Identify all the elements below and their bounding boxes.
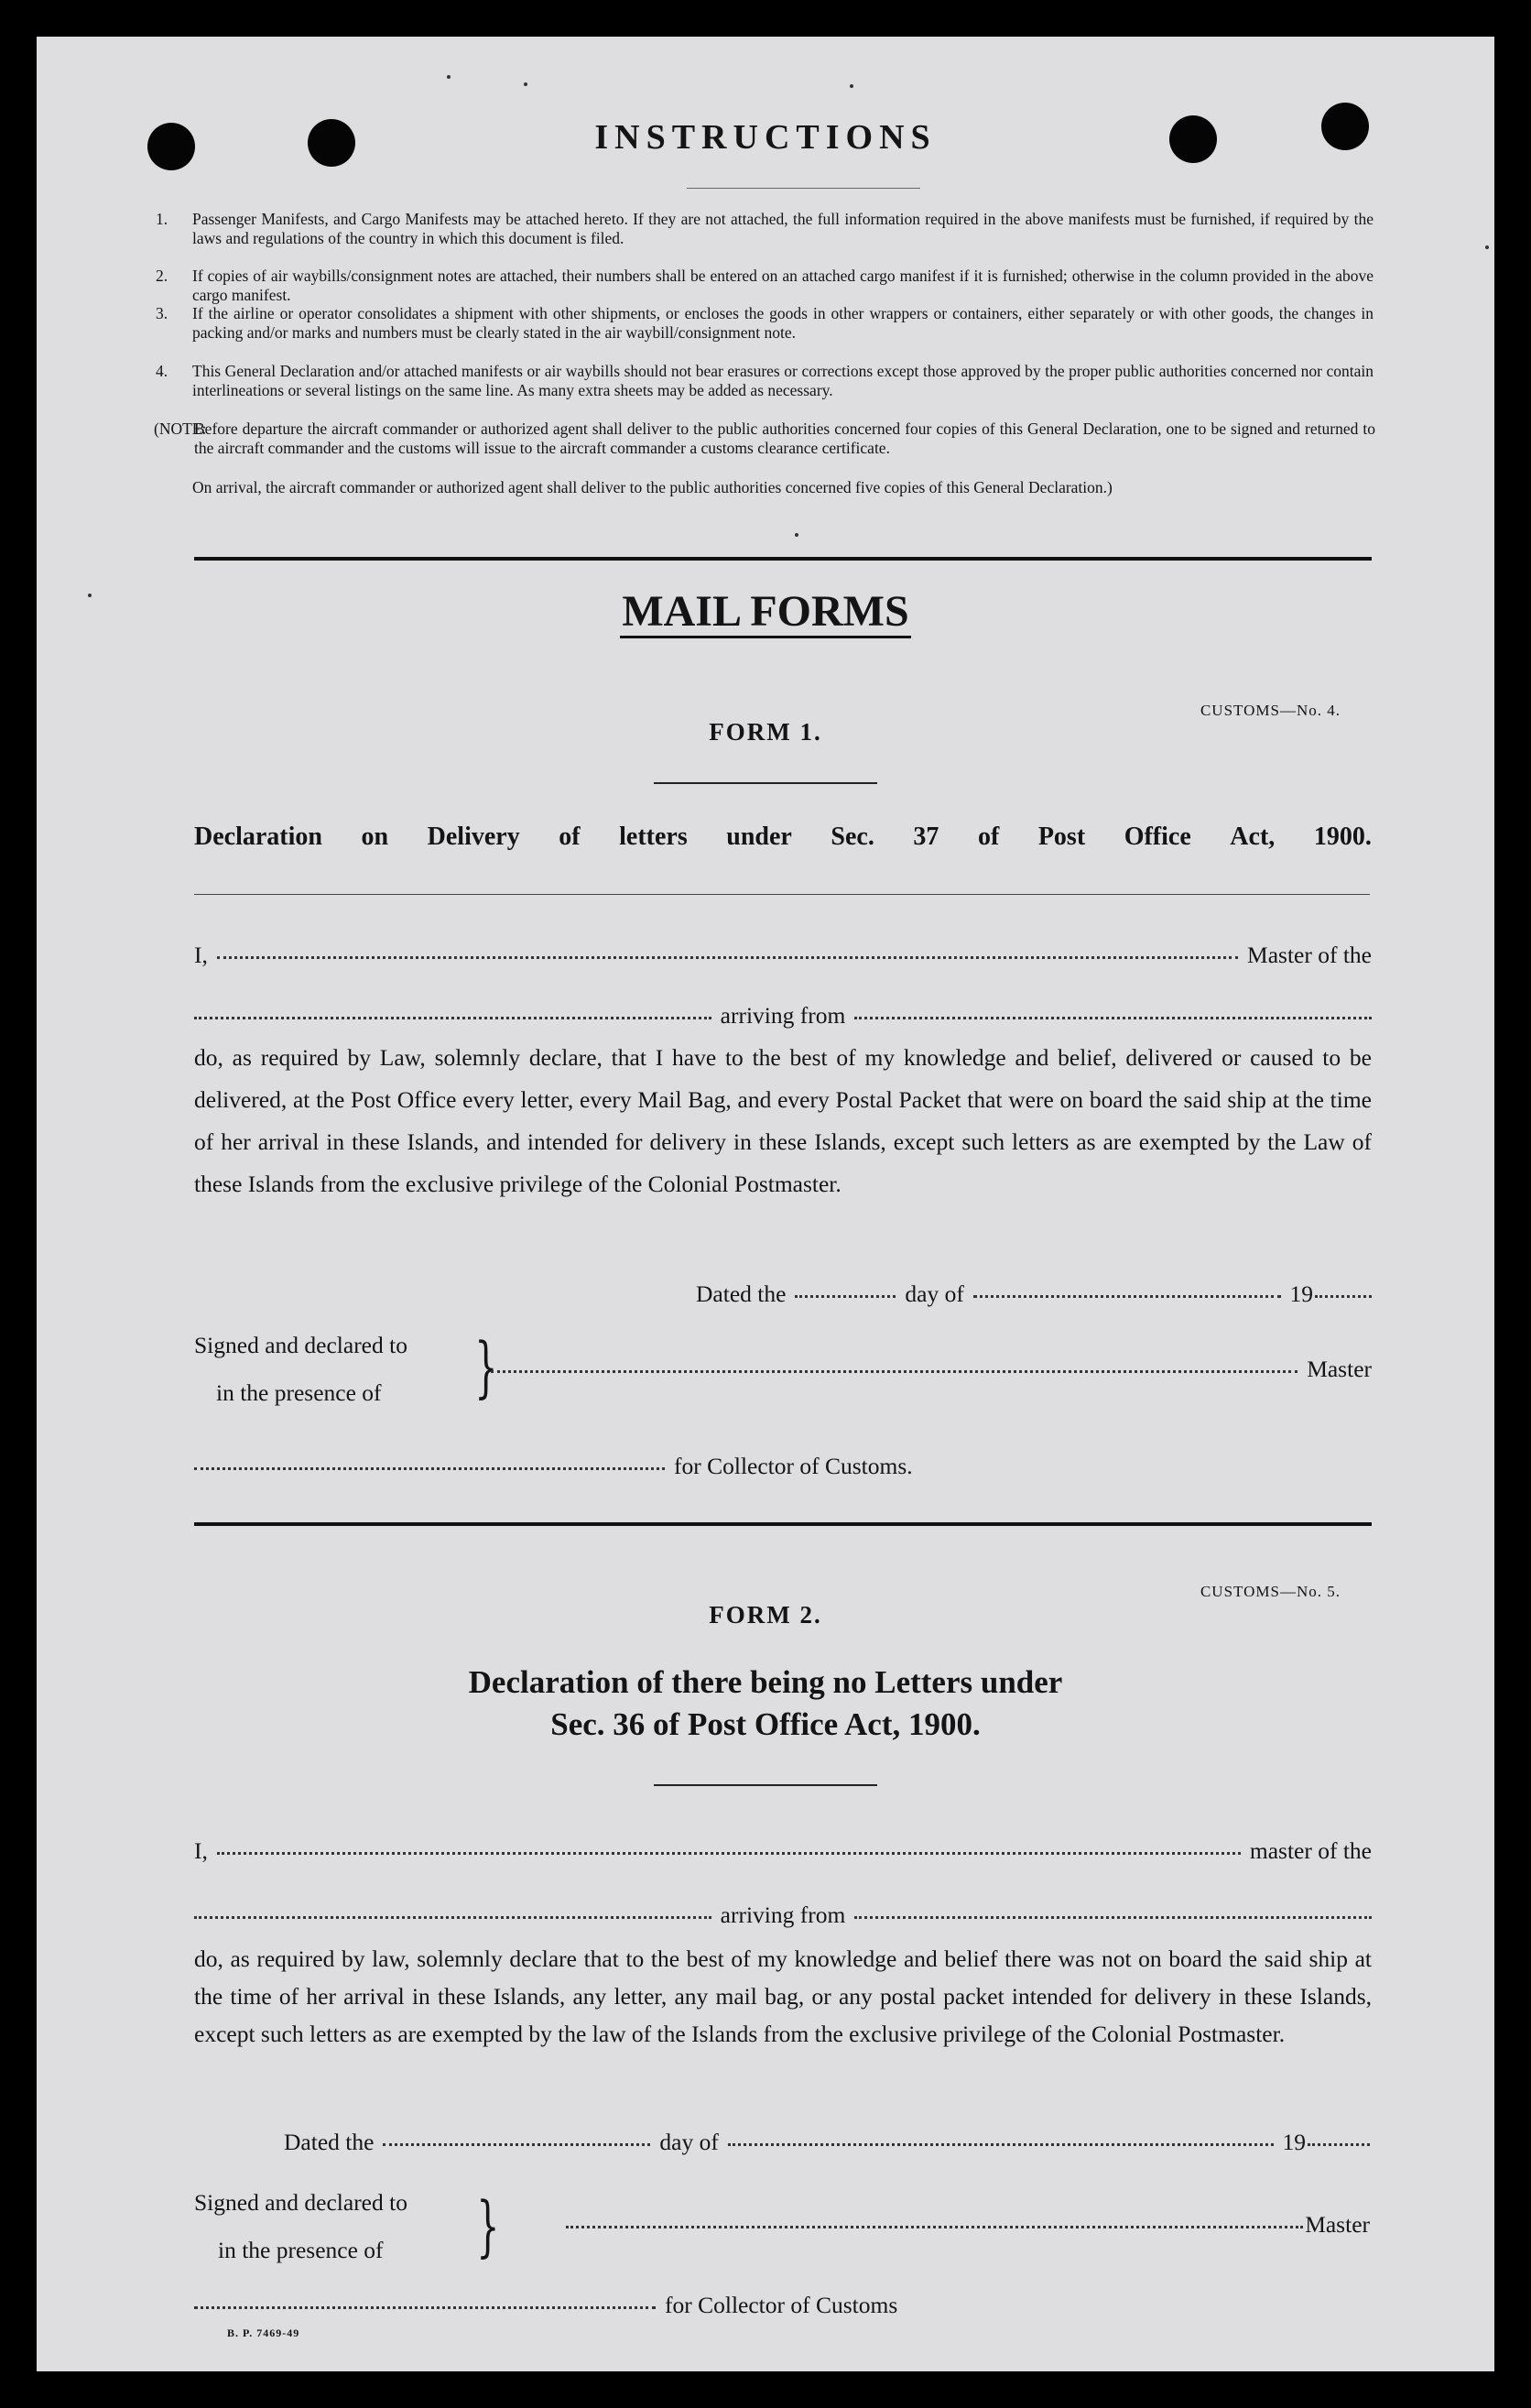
form2-name-field[interactable] (217, 1852, 1241, 1855)
form2-declaration-line2: Sec. 36 of Post Office Act, 1900. (550, 1706, 981, 1742)
speck (1485, 245, 1489, 249)
form2-body-text: do, as required by law, solemnly declare that to the best of my knowledge and belief there was not on board the said ship at the time of her arrival in these Islands, any letter, any mail bag, or any postal packet intended for delivery in these Islands, except such letters as are exempted by the law of the Islands from the exclusive privilege of the Colonial Postmaster. (194, 1945, 1372, 2047)
decl-word: 37 (913, 823, 939, 851)
speck (447, 75, 451, 79)
form2-origin-field[interactable] (854, 1916, 1372, 1919)
decl-word: of (977, 823, 1000, 851)
form1-title-rule (194, 894, 1370, 895)
form1-signed-line1: Signed and declared to (194, 1332, 407, 1358)
form2-collector-label: for Collector of Customs (665, 2292, 898, 2318)
decl-word: under (726, 823, 792, 851)
decl-word: 1900. (1313, 823, 1372, 851)
form-divider (194, 1522, 1372, 1526)
form2-master-label: Master (1305, 2211, 1370, 2238)
form2-year-field[interactable] (1308, 2143, 1370, 2146)
instruction-number: 2. (156, 267, 168, 285)
section-divider (194, 557, 1372, 561)
form2-collector-field[interactable] (194, 2306, 656, 2309)
decl-word: Delivery (427, 823, 520, 851)
speck (795, 533, 798, 537)
form1-master-signature-line (491, 1356, 1372, 1383)
form1-master-of-label: Master of the (1247, 942, 1372, 968)
form1-declaration-title (194, 823, 1372, 852)
form1-customs-number: CUSTOMS—No. 4. (1200, 702, 1341, 719)
instruction-item-3 (156, 304, 1374, 342)
form1-arriving-line (194, 1002, 1372, 1030)
form2-label: FORM 2. (709, 1601, 822, 1629)
form2-day-of-label: day of (659, 2129, 719, 2155)
decl-word: Post (1037, 823, 1086, 851)
decl-word: Act, (1230, 823, 1276, 851)
decl-word: Sec. (831, 823, 874, 851)
form1-month-field[interactable] (973, 1295, 1281, 1298)
form1-origin-field[interactable] (854, 1017, 1372, 1019)
form2-dated-label: Dated the (284, 2129, 375, 2155)
form2-signed-line2: in the presence of (218, 2237, 384, 2263)
form1-label: FORM 1. (709, 718, 822, 746)
instruction-note-arrival (192, 478, 1374, 497)
instruction-item-4 (156, 362, 1374, 399)
form2-brace: } (476, 2187, 500, 2264)
form2-master-of-label: master of the (1249, 1837, 1372, 1864)
decl-word: on (361, 823, 389, 851)
instruction-number: 1. (156, 210, 168, 228)
form2-customs-number: CUSTOMS—No. 5. (1200, 1583, 1341, 1600)
instruction-number: 4. (156, 362, 168, 380)
decl-word: of (559, 823, 581, 851)
form2-signed-line1: Signed and declared to (194, 2189, 407, 2216)
form1-collector-field[interactable] (194, 1467, 665, 1470)
instruction-item-1 (156, 210, 1374, 247)
instructions-title-rule (687, 188, 920, 189)
form1-day-of-label: day of (905, 1280, 964, 1307)
form1-i-label: I, (194, 942, 208, 968)
form1-year-field[interactable] (1315, 1295, 1372, 1298)
form2-declaration-title (37, 1662, 1494, 1746)
form1-day-field[interactable] (795, 1295, 896, 1298)
form2-declaration-line1: Declaration of there being no Letters under (468, 1664, 1063, 1700)
form1-collector-label: for Collector of Customs. (674, 1453, 913, 1479)
form2-day-field[interactable] (383, 2143, 650, 2146)
form1-label-rule (654, 782, 877, 784)
decl-word: Office (1124, 823, 1191, 851)
speck (850, 84, 853, 88)
form1-signature-field[interactable] (491, 1370, 1298, 1373)
instruction-text: If copies of air waybills/consignment notes are attached, their numbers shall be entered on an attached cargo manifest if it is furnished; otherwise in the column provided in the above cargo manifest. (192, 267, 1374, 304)
instruction-text: Passenger Manifests, and Cargo Manifests may be attached hereto. If they are not attached, the full information required in the above manifests must be furnished, if required by the laws and regulations of the country in which this document is filed. (192, 210, 1374, 247)
decl-word: letters (619, 823, 688, 851)
instruction-number: 3. (156, 304, 168, 322)
form2-master-signature-line (566, 2211, 1370, 2239)
document-page (37, 37, 1494, 2371)
mail-forms-title (37, 586, 1494, 637)
form1-body-text: do, as required by Law, solemnly declare, that I have to the best of my knowledge and belief, delivered or caused to be delivered, at the Post Office every letter, every Mail Bag, and every Postal Packet that were on board the said ship at the time of her arrival in these Islands, and intended for delivery in these Islands, except such letters as are exempted by the Law of these Islands from the exclusive privilege of the Colonial Postmaster. (194, 1044, 1372, 1197)
instruction-item-2 (156, 267, 1374, 304)
form1-ship-field[interactable] (194, 1017, 711, 1019)
form1-signed-line2: in the presence of (216, 1379, 382, 1406)
form2-arriving-from-label: arriving from (720, 1901, 846, 1928)
form2-ship-field[interactable] (194, 1916, 711, 1919)
form1-dated-line (696, 1280, 1372, 1308)
form1-master-line (194, 942, 1372, 969)
form1-name-field[interactable] (217, 956, 1238, 959)
form1-brace: } (474, 1328, 498, 1405)
form1-year-label: 19 (1289, 1280, 1313, 1307)
instruction-text: This General Declaration and/or attached manifests or air waybills should not bear erasures or corrections except those approved by the proper public authorities concerned nor contain interlineations or several listings on the same line. As many extra sheets may be added as necessary. (192, 362, 1374, 399)
form1-arriving-from-label: arriving from (720, 1002, 846, 1029)
form2-title-rule (654, 1784, 877, 1786)
note-arrival-text: On arrival, the aircraft commander or authorized agent shall deliver to the public authorities concerned five copies of this General Declaration.) (192, 478, 1113, 496)
note-lead: (NOTE: (154, 419, 207, 438)
form2-i-label: I, (194, 1837, 208, 1864)
note-text: Before departure the aircraft commander or authorized agent shall deliver to the public authorities concerned four copies of this General Declaration, one to be signed and returned to the aircraft commander and the customs will issue to the aircraft commander a customs clearance certificate. (194, 419, 1375, 457)
form1-collector-line (194, 1453, 1110, 1480)
instructions-title: INSTRUCTIONS (594, 118, 937, 157)
form2-signature-field[interactable] (566, 2226, 1303, 2228)
instruction-note (154, 419, 1375, 457)
form2-dated-line (284, 2129, 1370, 2156)
print-code: B. P. 7469-49 (227, 2326, 300, 2339)
mail-forms-title-text: MAIL FORMS (620, 587, 910, 638)
form2-month-field[interactable] (728, 2143, 1274, 2146)
instruction-text: If the airline or operator consolidates a shipment with other shipments, or encloses the goods in other wrappers or containers, either separately or with other goods, the changes in packing and/or marks and numbers must be clearly stated in the air waybill/consignment note. (192, 304, 1374, 342)
form1-dated-label: Dated the (696, 1280, 787, 1307)
speck (524, 82, 527, 86)
form2-master-line (194, 1837, 1372, 1865)
form1-master-label: Master (1307, 1356, 1372, 1382)
form2-arriving-line (194, 1901, 1372, 1929)
decl-word: Declaration (194, 823, 322, 851)
form2-collector-line (194, 2292, 1018, 2319)
form2-year-label: 19 (1282, 2129, 1306, 2155)
